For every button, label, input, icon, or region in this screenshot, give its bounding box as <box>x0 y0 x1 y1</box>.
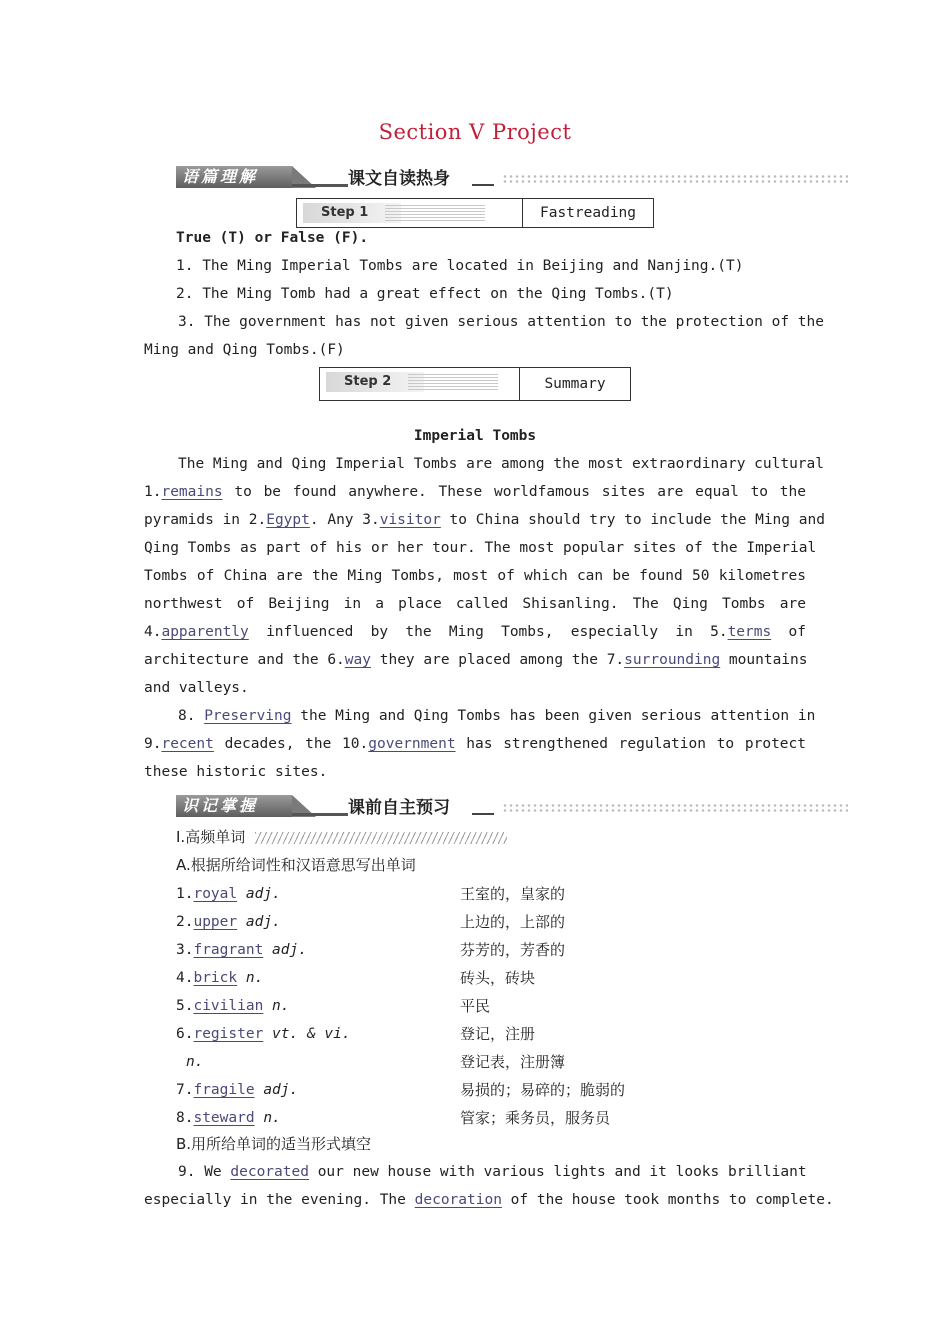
step2-name: Summary <box>544 376 606 392</box>
vocab-meaning: 芬芳的，芳香的 <box>460 941 566 959</box>
vocab-meaning: 上边的，上部的 <box>460 913 566 931</box>
vocab-pos: n. <box>272 998 290 1014</box>
dotted-divider <box>502 803 848 813</box>
summary-line: northwest of Beijing in a place called Shisanling. The Qing Tombs are <box>144 596 806 612</box>
banner-heading: 课前自主预习 <box>348 798 450 818</box>
vocab-word: steward <box>193 1110 255 1126</box>
banner-tag: 识记掌握 <box>176 795 292 817</box>
vocab-pos: adj. <box>263 1082 299 1098</box>
section-banner-reading <box>176 162 848 192</box>
tf-item-3: 3. The government has not given serious attention to the protection of the <box>178 314 825 330</box>
vocab-word: brick <box>193 970 238 986</box>
vocab-item: 2.upper adj. 上边的，上部的 <box>176 908 776 936</box>
answer-blank: government <box>368 736 456 752</box>
hatch-decoration <box>255 832 507 844</box>
step2-label: Step 2 <box>326 372 424 392</box>
answer-blank: decoration <box>414 1192 502 1208</box>
vocab-meaning: 易损的；易碎的；脆弱的 <box>460 1081 626 1099</box>
vocab-meaning: 砖头，砖块 <box>460 969 536 987</box>
answer-blank: apparently <box>161 624 249 640</box>
answer-blank: decorated <box>230 1164 309 1180</box>
answer-blank: visitor <box>379 512 441 528</box>
vocab-item: 3.fragrant adj. 芬芳的，芳香的 <box>176 936 776 964</box>
vocab-part-a: A.根据所给词性和汉语意思写出单词 <box>176 856 416 874</box>
vocab-word: fragrant <box>193 942 264 958</box>
vocab-pos: adj. <box>272 942 307 958</box>
section-title: Section Ⅴ Project <box>378 120 572 144</box>
vocab-pos: n. <box>245 970 264 986</box>
summary-line: these historic sites. <box>144 764 328 780</box>
summary-line: 9.recent decades, the 10.government has strengthened regulation to protect <box>144 736 806 752</box>
vocab-item: 6.register vt. & vi. 登记，注册 <box>176 1020 776 1048</box>
vocab-pos: vt. & vi. <box>272 1026 351 1042</box>
vocab-item: 7.fragile adj. 易损的；易碎的；脆弱的 <box>176 1076 776 1104</box>
tf-item-2: 2. The Ming Tomb had a great effect on the Qing Tombs.(T) <box>176 286 674 302</box>
step1-label: Step 1 <box>303 203 401 223</box>
tf-item-1: 1. The Ming Imperial Tombs are located in Beijing and Nanjing.(T) <box>176 258 744 274</box>
summary-heading: Imperial Tombs <box>413 428 537 444</box>
tf-instruction: True (T) or False (F). <box>176 230 369 246</box>
banner-tag: 语篇理解 <box>176 166 292 188</box>
dotted-divider <box>502 174 848 184</box>
vocab-item: 5.civilian n. 平民 <box>176 992 776 1020</box>
vocab-word: royal <box>193 886 238 902</box>
step1-name: Fastreading <box>539 205 637 221</box>
answer-blank: terms <box>727 624 772 640</box>
summary-line: 8. Preserving the Ming and Qing Tombs has been given serious attention in <box>178 708 816 724</box>
section-banner-preview <box>176 791 848 821</box>
vocab-item: 1.royal adj. 王室的，皇家的 <box>176 880 776 908</box>
summary-line: The Ming and Qing Imperial Tombs are among the most extraordinary cultural <box>178 456 825 472</box>
banner-heading: 课文自读热身 <box>348 169 450 189</box>
vocab-word: register <box>193 1026 264 1042</box>
vocab-section-heading: Ⅰ.高频单词 <box>176 823 838 851</box>
vocab-meaning: 管家；乘务员，服务员 <box>460 1109 611 1127</box>
vocab-meaning: 登记表，注册簿 <box>460 1053 566 1071</box>
vocab-pos: n. <box>186 1054 204 1070</box>
answer-blank: way <box>344 652 371 668</box>
summary-line: pyramids in 2.Egypt. Any 3.visitor to China should try to include the Ming and <box>144 512 825 528</box>
vocab-meaning: 登记，注册 <box>460 1025 536 1043</box>
vocab-item: 8.steward n. 管家；乘务员，服务员 <box>176 1104 776 1132</box>
vocab-word: upper <box>193 914 238 930</box>
summary-line: Qing Tombs as part of his or her tour. The most popular sites of the Imperial <box>144 540 817 556</box>
summary-line: and valleys. <box>144 680 249 696</box>
answer-blank: remains <box>161 484 223 500</box>
vocab-word: civilian <box>193 998 264 1014</box>
exercise-9-line1: 9. We decorated our new house with various lights and it looks brilliant <box>178 1164 807 1180</box>
answer-blank: recent <box>161 736 214 752</box>
answer-blank: Egypt <box>266 512 310 528</box>
vocab-item: 4.brick n. 砖头，砖块 <box>176 964 776 992</box>
answer-blank: surrounding <box>624 652 721 668</box>
step2-table <box>319 367 631 401</box>
summary-line: 4.apparently influenced by the Ming Tombs, especially in 5.terms of <box>144 624 806 640</box>
vocab-pos: adj. <box>245 886 281 902</box>
summary-line: 1.remains to be found anywhere. These worldfamous sites are equal to the <box>144 484 806 500</box>
vocab-item <box>176 1048 776 1076</box>
answer-blank: Preserving <box>204 708 292 724</box>
tf-item-3-cont: Ming and Qing Tombs.(F) <box>144 342 345 358</box>
vocab-pos: adj. <box>245 914 281 930</box>
summary-line: architecture and the 6.way they are placed among the 7.surrounding mountains <box>144 652 808 668</box>
vocab-meaning: 平民 <box>460 997 491 1015</box>
vocab-pos: n. <box>263 1110 281 1126</box>
vocab-meaning: 王室的，皇家的 <box>460 885 566 903</box>
summary-line: Tombs of China are the Ming Tombs, most of which can be found 50 kilometres <box>144 568 806 584</box>
exercise-9-line2: especially in the evening. The decoration of the house took months to complete. <box>144 1192 834 1208</box>
vocab-part-b: B.用所给单词的适当形式填空 <box>176 1135 372 1153</box>
vocab-word: fragile <box>193 1082 255 1098</box>
